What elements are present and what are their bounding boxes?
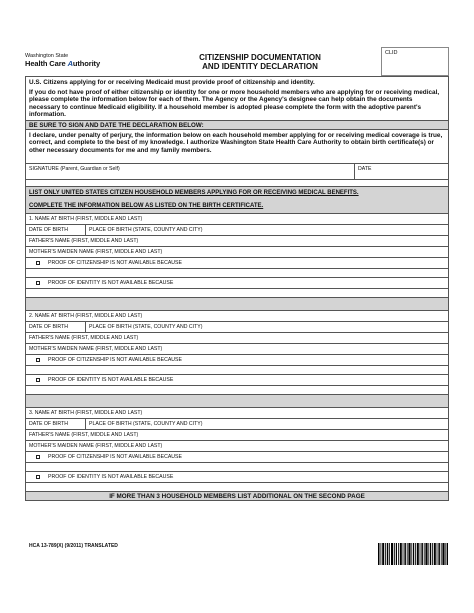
explanation-line[interactable] [26, 289, 448, 298]
intro-section [26, 77, 448, 121]
checkbox[interactable] [36, 358, 40, 362]
hca-logo [25, 53, 120, 68]
pob-label: PLACE OF BIRTH (STATE, COUNTY AND CITY) [89, 421, 203, 428]
dob-field[interactable] [26, 322, 86, 332]
form-header [25, 47, 449, 76]
pob-label: PLACE OF BIRTH (STATE, COUNTY AND CITY) [89, 324, 203, 331]
dob-label: DATE OF BIRTH [29, 324, 69, 331]
date-field[interactable] [355, 164, 448, 179]
mother-name-field[interactable] [26, 441, 448, 452]
pob-label: PLACE OF BIRTH (STATE, COUNTY AND CITY) [89, 227, 203, 234]
mother-name-field[interactable] [26, 247, 448, 258]
form-number: HCA 13-789(X) (9/2011) TRANSLATED [29, 543, 118, 549]
pob-field[interactable] [86, 225, 448, 235]
logo-main-post: uthority [72, 59, 101, 68]
name-at-birth-field[interactable] [26, 408, 448, 419]
dob-field[interactable] [26, 419, 86, 429]
member-block-3 [26, 408, 448, 492]
clid-field[interactable] [381, 47, 449, 76]
explanation-line[interactable] [26, 463, 448, 472]
father-name-field[interactable] [26, 236, 448, 247]
logo-main-pre: Health Care [25, 59, 68, 68]
signature-row [26, 164, 448, 180]
explanation-line[interactable] [26, 269, 448, 278]
citizen-instructions [26, 187, 448, 214]
form-title [145, 53, 375, 71]
member-block-2 [26, 311, 448, 395]
proof-citizenship-label: PROOF OF CITIZENSHIP IS NOT AVAILABLE BECAUSE [48, 260, 182, 267]
intro-line-1: U.S. Citizens applying for or receiving Medicaid must provide proof of citizenship and identity. [29, 79, 315, 86]
mother-label: MOTHER'S MAIDEN NAME (FIRST, MIDDLE AND LAST) [29, 249, 163, 256]
proof-citizenship-row [26, 258, 448, 269]
birth-row [26, 419, 448, 430]
proof-citizenship-label: PROOF OF CITIZENSHIP IS NOT AVAILABLE BECAUSE [48, 357, 182, 364]
member-block-1 [26, 214, 448, 298]
section-gap [26, 395, 448, 408]
father-label: FATHER'S NAME (FIRST, MIDDLE AND LAST) [29, 238, 139, 245]
intro-line-2: If you do not have proof of either citizenship or identity for one or more household members who are applying for or receiving medical, please complete the information below for each of them. The Agency or the Agency's designee can help obtain the documents necessary to continue Medicaid eligibility. If a household member is adopted please complete the form with the adoptive parent's information. [29, 89, 440, 118]
citizen-line-2: COMPLETE THE INFORMATION BELOW AS LISTED ON THE BIRTH CERTIFICATE. [29, 203, 264, 210]
clid-label: CLID [385, 50, 398, 56]
name-label: 2. NAME AT BIRTH (FIRST, MIDDLE AND LAST) [29, 313, 143, 320]
form-frame [25, 76, 449, 501]
name-at-birth-field[interactable] [26, 311, 448, 322]
date-label: DATE [358, 166, 372, 173]
explanation-line[interactable] [26, 366, 448, 375]
dob-label: DATE OF BIRTH [29, 421, 69, 428]
dob-field[interactable] [26, 225, 86, 235]
explanation-line[interactable] [26, 483, 448, 492]
name-at-birth-field[interactable] [26, 214, 448, 225]
dob-label: DATE OF BIRTH [29, 227, 69, 234]
explanation-line[interactable] [26, 386, 448, 395]
pob-field[interactable] [86, 322, 448, 332]
mother-label: MOTHER'S MAIDEN NAME (FIRST, MIDDLE AND LAST) [29, 346, 163, 353]
proof-citizenship-label: PROOF OF CITIZENSHIP IS NOT AVAILABLE BECAUSE [48, 454, 182, 461]
barcode-icon [378, 543, 448, 565]
proof-identity-row [26, 472, 448, 483]
checkbox[interactable] [36, 281, 40, 285]
birth-row [26, 322, 448, 333]
mother-name-field[interactable] [26, 344, 448, 355]
proof-identity-label: PROOF OF IDENTITY IS NOT AVAILABLE BECAUSE [48, 377, 174, 384]
declaration-text: I declare, under penalty of perjury, the information below on each household member applying for or receiving medical coverage is true, correct, and complete to the best of my knowledge. I authorize Washington State Health Care Authority to obtain birth certificate(s) or other necessary documents for me and my family members. [26, 130, 448, 164]
checkbox[interactable] [36, 455, 40, 459]
checkbox[interactable] [36, 475, 40, 479]
logo-state-text: Washington State [25, 53, 69, 59]
citizen-line-1: LIST ONLY UNITED STATES CITIZEN HOUSEHOLD MEMBERS APPLYING FOR OR RECEIVING MEDICAL BENEFITS. [29, 190, 359, 197]
divider [26, 180, 448, 187]
proof-identity-row [26, 375, 448, 386]
logo-agency-text [25, 59, 120, 68]
proof-citizenship-row [26, 452, 448, 463]
father-name-field[interactable] [26, 333, 448, 344]
father-name-field[interactable] [26, 430, 448, 441]
form-page [25, 47, 449, 501]
father-label: FATHER'S NAME (FIRST, MIDDLE AND LAST) [29, 335, 139, 342]
proof-identity-label: PROOF OF IDENTITY IS NOT AVAILABLE BECAUSE [48, 280, 174, 287]
logo-accent-letter: A [67, 59, 73, 68]
name-label: 1. NAME AT BIRTH (FIRST, MIDDLE AND LAST) [29, 216, 143, 223]
birth-row [26, 225, 448, 236]
additional-members-note: IF MORE THAN 3 HOUSEHOLD MEMBERS LIST ADDITIONAL ON THE SECOND PAGE [26, 492, 448, 501]
pob-field[interactable] [86, 419, 448, 429]
section-gap [26, 298, 448, 311]
title-line-2: AND IDENTITY DECLARATION [202, 62, 318, 71]
name-label: 3. NAME AT BIRTH (FIRST, MIDDLE AND LAST) [29, 410, 143, 417]
sign-band: BE SURE TO SIGN AND DATE THE DECLARATION BELOW: [26, 121, 448, 130]
checkbox[interactable] [36, 378, 40, 382]
father-label: FATHER'S NAME (FIRST, MIDDLE AND LAST) [29, 432, 139, 439]
proof-identity-row [26, 278, 448, 289]
proof-citizenship-row [26, 355, 448, 366]
title-line-1: CITIZENSHIP DOCUMENTATION [199, 53, 321, 62]
mother-label: MOTHER'S MAIDEN NAME (FIRST, MIDDLE AND LAST) [29, 443, 163, 450]
signature-label: SIGNATURE (Parent, Guardian or Self) [29, 166, 120, 173]
signature-field[interactable] [26, 164, 355, 179]
checkbox[interactable] [36, 261, 40, 265]
proof-identity-label: PROOF OF IDENTITY IS NOT AVAILABLE BECAUSE [48, 474, 174, 481]
